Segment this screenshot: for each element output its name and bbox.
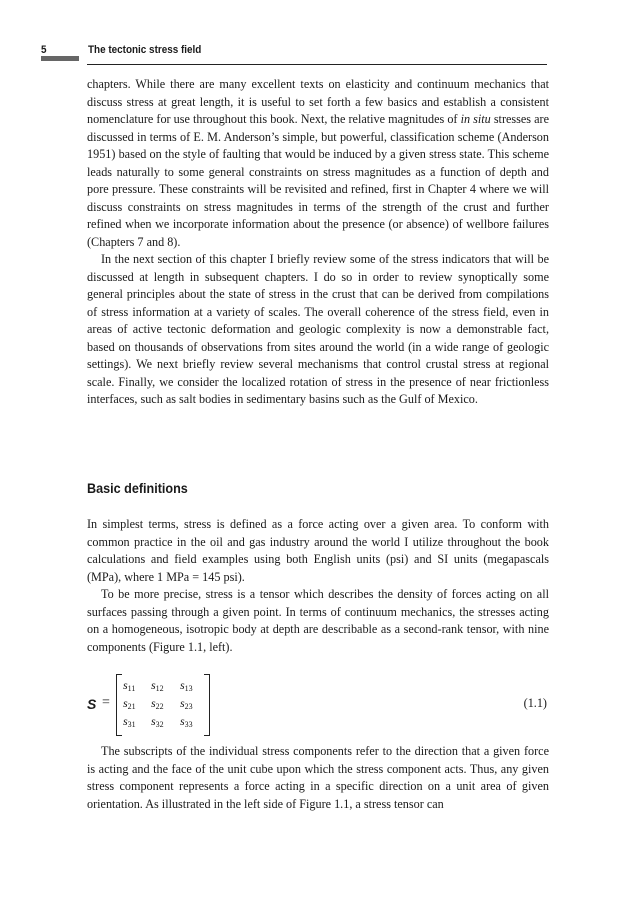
intro-p1-text-before: chapters. While there are many excellent texts on elasticity and continuum mechanics that discuss stress at great length, it is useful to set forth a few basics and establish a consistent nomenclature for use throughout this book. Next, the relative magnitudes of xyxy=(87,77,549,126)
section-paragraph-2: To be more precise, stress is a tensor which describes the density of forces acting on all surfaces passing through a given point. In terms of continuum mechanics, the stresses acting on a homogeneous, isotropic body at depth are describable as a second-rank tensor, with nine components (Figure 1.1, left). xyxy=(87,587,549,654)
matrix-subscript: 12 xyxy=(155,684,164,693)
matrix-symbol: s xyxy=(151,678,156,692)
matrix-cell xyxy=(123,714,136,729)
matrix-subscript: 13 xyxy=(184,684,193,693)
intro-p1-text-after: stresses are discussed in terms of E. M. Anderson’s simple, but powerful, classification scheme (Anderson 1951) based on the style of faulting that would be induced by a given stress state. This scheme leads naturally to some general constraints on stress magnitudes as a function of depth and pore pressure. These constraints will be revisited and refined, first in Chapter 4 where we will discuss constraints on stress magnitudes in terms of the strength of the crust and further refined when we incorporate information about the presence (or absence) of wellbore failures (Chapters 7 and 8). xyxy=(87,112,550,249)
matrix-subscript: 33 xyxy=(184,720,193,729)
matrix-symbol: s xyxy=(123,696,128,710)
matrix-subscript: 21 xyxy=(127,702,136,711)
matrix-cell xyxy=(180,714,193,729)
intro-paragraph-1 xyxy=(87,76,549,251)
equation-1-1 xyxy=(87,674,549,738)
matrix-symbol: s xyxy=(123,678,128,692)
matrix-symbol: s xyxy=(151,696,156,710)
section-paragraph-3: The subscripts of the individual stress components refer to the direction that a given force is acting and the face of the unit cube upon which the stress component acts. Thus, any given stress component represents a force acting in a specific direction on a unit area of given orientation. As illustrated in the left side of Figure 1.1, a stress tensor can xyxy=(87,744,549,811)
section-text xyxy=(87,516,549,656)
matrix-cell xyxy=(151,678,164,693)
matrix-symbol: s xyxy=(151,714,156,728)
matrix-symbol: s xyxy=(123,714,128,728)
matrix-cell xyxy=(123,678,135,693)
matrix-cell xyxy=(151,696,164,711)
running-title: The tectonic stress field xyxy=(88,44,202,56)
matrix-symbol: s xyxy=(180,714,185,728)
intro-p1-italic: in situ xyxy=(460,112,491,126)
matrix-symbol: s xyxy=(180,696,185,710)
intro-text xyxy=(87,76,549,409)
header-rule xyxy=(87,64,547,65)
page-number: 5 xyxy=(41,44,47,56)
matrix-symbol: s xyxy=(180,678,185,692)
matrix-cell xyxy=(123,696,136,711)
matrix-subscript: 23 xyxy=(184,702,193,711)
section-paragraph-1: In simplest terms, stress is defined as a force acting over a given area. To conform with common practice in the oil and gas industry around the world I utilize throughout the book calculations and field examples using both English units (psi) and SI units (megapascals (MPa), where 1 MPa = 145 psi). xyxy=(87,517,549,584)
header-tab-bar xyxy=(41,56,79,61)
matrix-subscript: 11 xyxy=(127,684,136,693)
closing-text xyxy=(87,743,549,813)
matrix-subscript: 32 xyxy=(155,720,164,729)
stress-matrix xyxy=(116,674,210,736)
matrix-cell xyxy=(180,678,193,693)
equation-lhs: S xyxy=(87,696,97,712)
intro-paragraph-2: In the next section of this chapter I briefly review some of the stress indicators that will be discussed at length in subsequent chapters. I do so in order to review synoptically some general principles about the state of stress in the crust that can be derived from compilations of stress information at a variety of scales. The overall coherence of the stress field, even in areas of active tectonic deformation and geologic complexity is now a demonstrable fact, based on thousands of observations from sites around the world (in a wide range of geologic settings). We next briefly review several mechanisms that control crustal stress at regional scale. Finally, we consider the localized rotation of stress in the presence of near frictionless interfaces, such as salt bodies in sedimentary basins such as the Gulf of Mexico. xyxy=(87,252,549,406)
equation-number: (1.1) xyxy=(523,696,547,710)
matrix-subscript: 31 xyxy=(127,720,136,729)
equation-equals: = xyxy=(102,695,110,710)
page-header xyxy=(41,44,547,66)
matrix-cell xyxy=(180,696,193,711)
matrix-subscript: 22 xyxy=(155,702,164,711)
section-heading: Basic definitions xyxy=(87,480,188,496)
matrix-cell xyxy=(151,714,164,729)
